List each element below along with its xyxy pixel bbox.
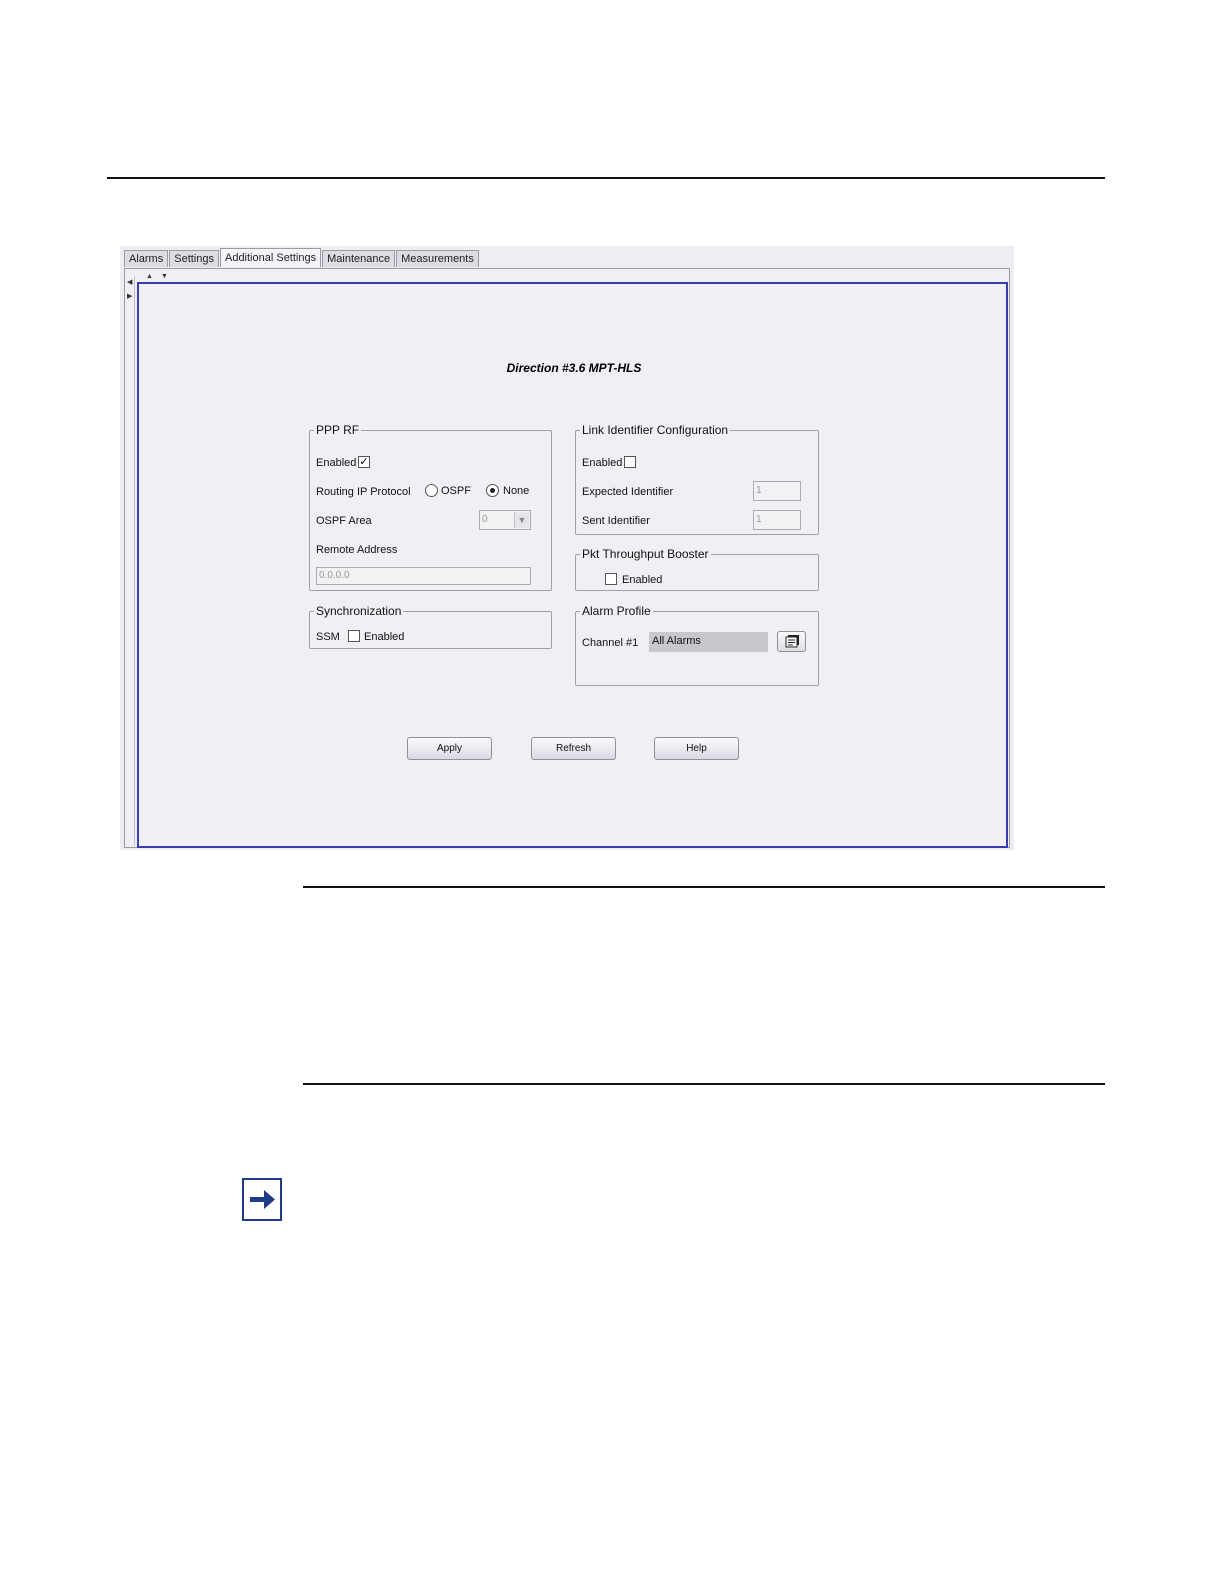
- radio-none[interactable]: [486, 484, 499, 497]
- ospf-area-select[interactable]: [479, 510, 531, 530]
- radio-ospf[interactable]: [425, 484, 438, 497]
- pkt-booster-group: [575, 547, 819, 591]
- scroll-down-icon[interactable]: ▼: [161, 273, 168, 280]
- scroll-up-icon[interactable]: ▲: [146, 273, 153, 280]
- help-button[interactable]: Help: [654, 737, 739, 760]
- tab-bar: [124, 250, 480, 268]
- header-rule: [107, 177, 1105, 179]
- link-identifier-enabled-checkbox[interactable]: [624, 456, 636, 468]
- page-title: Direction #3.6 MPT-HLS: [506, 361, 642, 375]
- expected-identifier-label: Expected Identifier: [582, 486, 674, 498]
- ospf-area-value: 0: [482, 514, 488, 525]
- tab-measurements[interactable]: Measurements: [396, 250, 479, 267]
- link-identifier-group: [575, 423, 819, 535]
- routing-protocol-label: Routing IP Protocol: [316, 486, 411, 498]
- link-identifier-legend: Link Identifier Configuration: [582, 423, 729, 437]
- remote-address-field[interactable]: 0.0.0.0: [316, 567, 531, 585]
- settings-list-icon: [778, 632, 805, 651]
- remote-address-label: Remote Address: [316, 544, 398, 556]
- ppp-rf-enabled-checkbox[interactable]: ✓: [359, 456, 369, 468]
- apply-button[interactable]: Apply: [407, 737, 492, 760]
- scroll-right-icon[interactable]: ▶: [127, 293, 133, 300]
- ppp-rf-legend: PPP RF: [316, 423, 360, 437]
- pkt-booster-enabled-checkbox[interactable]: [605, 573, 617, 585]
- side-scrollbar[interactable]: [126, 276, 135, 846]
- pkt-booster-enabled-label: Enabled: [622, 574, 663, 586]
- arrow-right-icon: [244, 1180, 280, 1219]
- ssm-label: SSM: [316, 631, 340, 643]
- refresh-button[interactable]: Refresh: [531, 737, 616, 760]
- scroll-left-icon[interactable]: ◀: [127, 279, 133, 286]
- channel-label: Channel #1: [582, 637, 639, 649]
- chevron-down-icon: ▼: [514, 512, 529, 528]
- tab-alarms[interactable]: Alarms: [124, 250, 168, 267]
- tab-maintenance[interactable]: Maintenance: [322, 250, 395, 267]
- link-identifier-enabled-label: Enabled: [582, 457, 623, 469]
- settings-panel: [137, 282, 1008, 848]
- expected-identifier-field[interactable]: 1: [753, 481, 801, 501]
- ppp-rf-enabled-label: Enabled: [316, 457, 357, 469]
- alarm-profile-group: [575, 604, 819, 686]
- ospf-area-label: OSPF Area: [316, 515, 372, 527]
- synchronization-group: [309, 604, 552, 649]
- ssm-enabled-label: Enabled: [364, 631, 405, 643]
- alarm-profile-value: All Alarms: [649, 632, 768, 652]
- pkt-booster-legend: Pkt Throughput Booster: [582, 547, 709, 561]
- sent-identifier-field[interactable]: 1: [753, 510, 801, 530]
- ssm-enabled-checkbox[interactable]: [348, 630, 360, 642]
- ppp-rf-group: [309, 423, 552, 591]
- synchronization-legend: Synchronization: [316, 604, 402, 618]
- app-window: [120, 246, 1014, 850]
- note-arrow-icon: [242, 1178, 282, 1221]
- tab-settings[interactable]: Settings: [169, 250, 219, 267]
- radio-ospf-label: OSPF: [441, 485, 471, 497]
- section-rule-bottom: [303, 1083, 1105, 1085]
- alarm-profile-legend: Alarm Profile: [582, 604, 651, 618]
- radio-none-label: None: [503, 485, 530, 497]
- sent-identifier-label: Sent Identifier: [582, 515, 650, 527]
- alarm-profile-settings-button[interactable]: [777, 631, 806, 652]
- tab-additional-settings[interactable]: Additional Settings: [220, 248, 321, 267]
- section-rule: [303, 886, 1105, 888]
